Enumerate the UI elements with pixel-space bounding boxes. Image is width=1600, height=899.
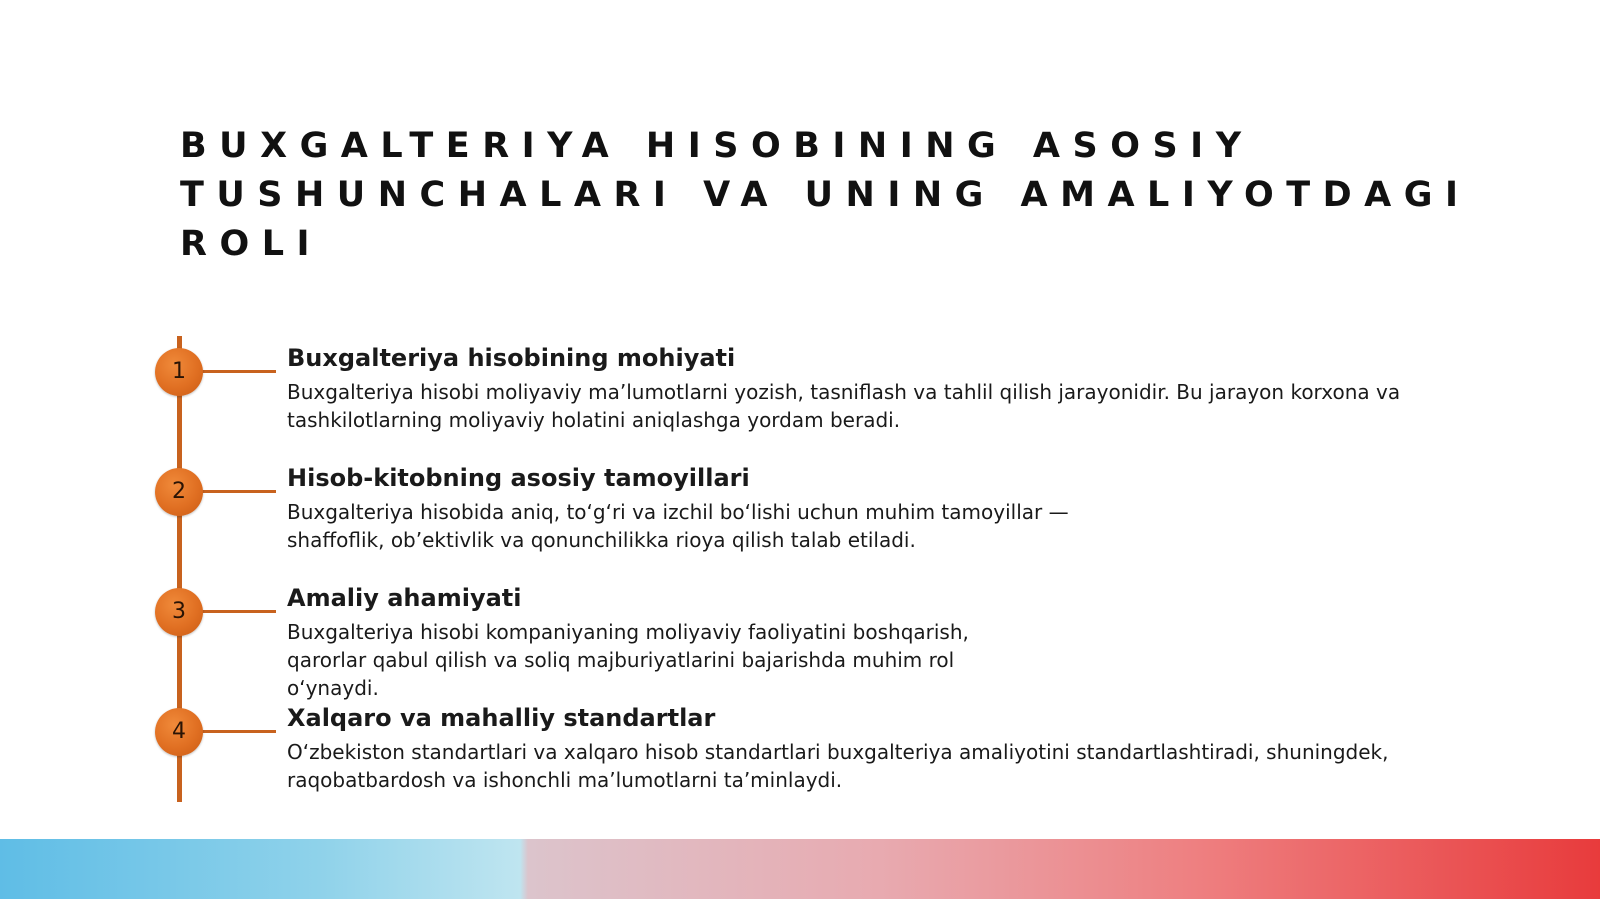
- step-connector: [200, 610, 276, 613]
- step-number-badge: 1: [155, 348, 203, 396]
- step-heading: Hisob-kitobning asosiy tamoyillari: [287, 464, 750, 492]
- step-number-badge: 2: [155, 468, 203, 516]
- step-heading: Buxgalteriya hisobining mohiyati: [287, 344, 736, 372]
- footer-gradient-band: [0, 839, 1600, 899]
- step-connector: [200, 490, 276, 493]
- slide-title: BUXGALTERIYA HISOBINING ASOSIY TUSHUNCHALARI VA UNING AMALIYOTDAGI ROLI: [180, 126, 1471, 264]
- step-heading: Amaliy ahamiyati: [287, 584, 522, 612]
- step-description: Buxgalteriya hisobi kompaniyaning moliyaviy faoliyatini boshqarish, qarorlar qabul qilish va soliq majburiyatlarini bajarishda muhim rol o‘ynaydi.: [287, 620, 969, 700]
- step-description: O‘zbekiston standartlari va xalqaro hisob standartlari buxgalteriya amaliyotini standartlashtiradi, shuningdek, raqobatbardosh va ishonchli ma’lumotlarni ta’minlaydi.: [287, 740, 1389, 792]
- step-description: Buxgalteriya hisobi moliyaviy ma’lumotlarni yozish, tasniflash va tahlil qilish jarayonidir. Bu jarayon korxona va tashkilotlarning moliyaviy holatini aniqlashga yordam beradi.: [287, 380, 1401, 432]
- step-heading: Xalqaro va mahalliy standartlar: [287, 704, 716, 732]
- step-connector: [200, 370, 276, 373]
- step-number-badge: 3: [155, 588, 203, 636]
- step-number-badge: 4: [155, 708, 203, 756]
- step-description: Buxgalteriya hisobida aniq, to‘g‘ri va izchil bo‘lishi uchun muhim tamoyillar — shaffoflik, ob’ektivlik va qonunchilikka rioya qilish talab etiladi.: [287, 500, 1069, 552]
- step-connector: [200, 730, 276, 733]
